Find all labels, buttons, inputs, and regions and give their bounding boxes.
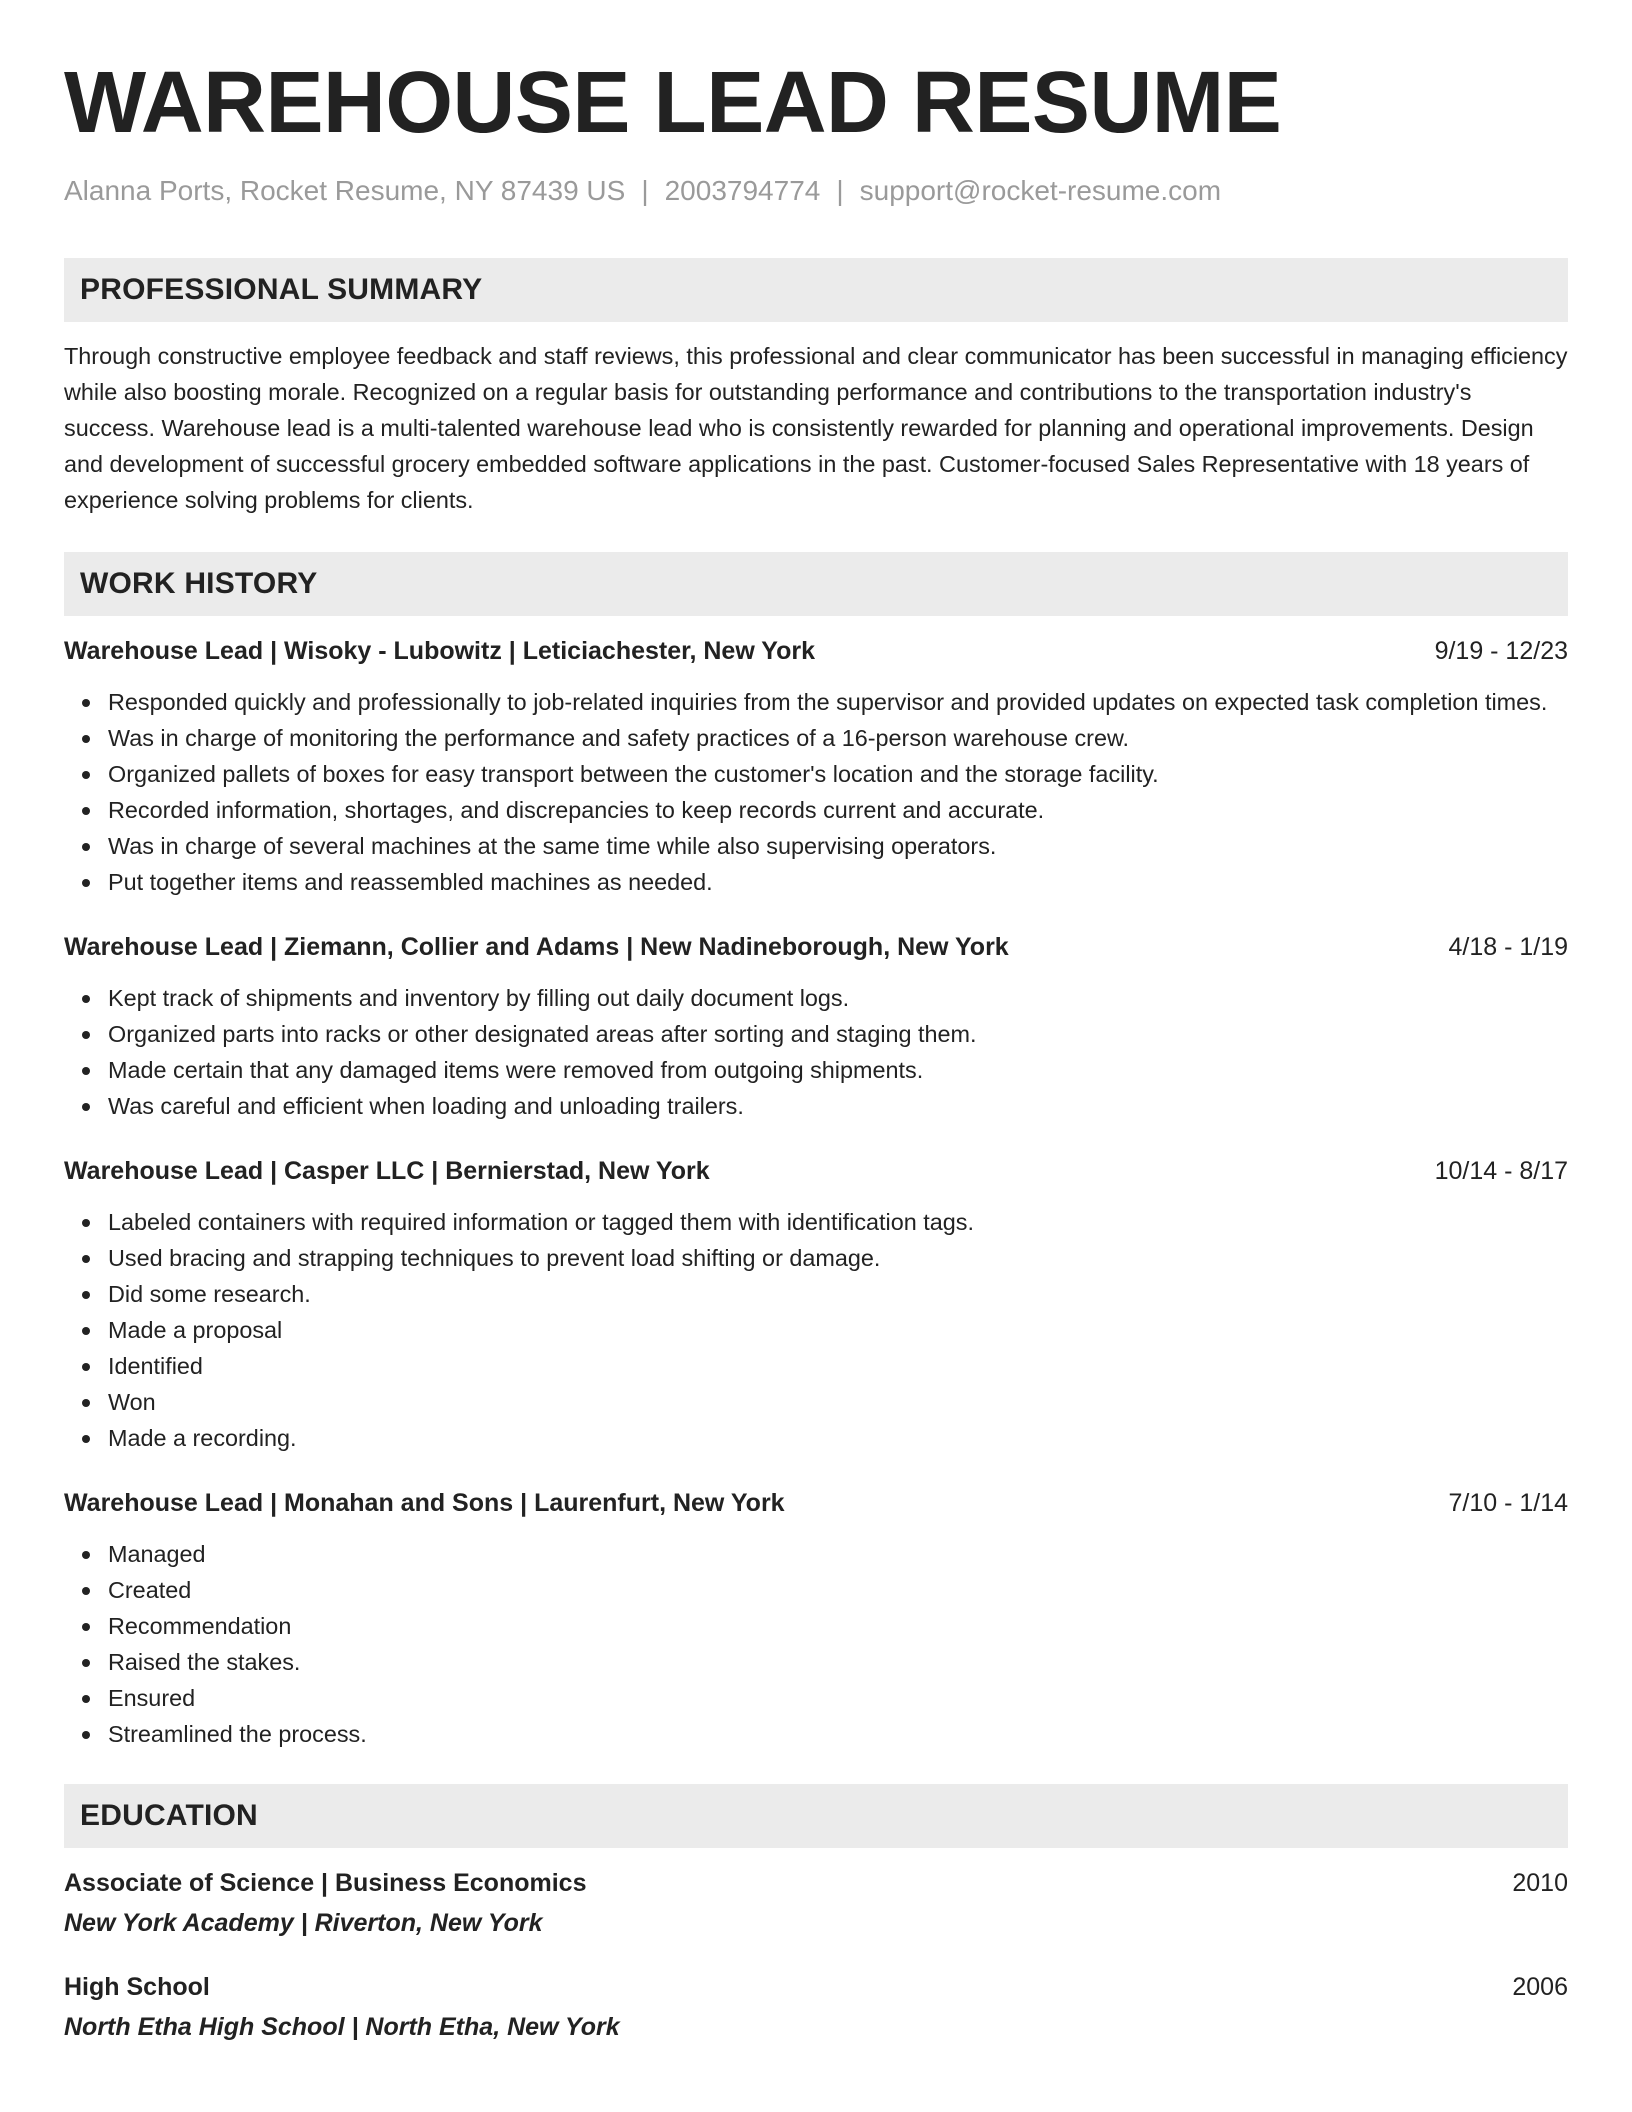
job-bullet: Raised the stakes. (108, 1644, 1568, 1680)
job-bullet: Organized pallets of boxes for easy transport between the customer's location and the storage facility. (108, 756, 1568, 792)
job-bullet: Streamlined the process. (108, 1716, 1568, 1752)
education-entry (64, 1970, 1568, 2044)
contact-separator: | (836, 175, 844, 206)
job-header (64, 1486, 1568, 1520)
job-bullet: Put together items and reassembled machines as needed. (108, 864, 1568, 900)
job-bullet: Organized parts into racks or other designated areas after sorting and staging them. (108, 1016, 1568, 1052)
job-bullet: Made a recording. (108, 1420, 1568, 1456)
education-header (64, 1970, 1568, 2004)
job-bullet: Kept track of shipments and inventory by filling out daily document logs. (108, 980, 1568, 1016)
job-entry (64, 930, 1568, 1124)
job-header (64, 1154, 1568, 1188)
job-entry (64, 634, 1568, 900)
job-title: Warehouse Lead | Monahan and Sons | Laurenfurt, New York (64, 1489, 785, 1517)
job-bullet: Created (108, 1572, 1568, 1608)
job-bullet: Was in charge of monitoring the performance and safety practices of a 16-person warehouse crew. (108, 720, 1568, 756)
job-bullet: Won (108, 1384, 1568, 1420)
job-bullet: Did some research. (108, 1276, 1568, 1312)
job-bullet: Was in charge of several machines at the same time while also supervising operators. (108, 828, 1568, 864)
job-title: Warehouse Lead | Casper LLC | Bernierstad, New York (64, 1157, 710, 1185)
education-year: 2010 (1512, 1869, 1568, 1897)
summary-text: Through constructive employee feedback and staff reviews, this professional and clear communicator has been successful in managing efficiency while also boosting morale. Recognized on a regular basis for outstanding performance and contributions to the transportation industry's success. Warehouse lead is a multi-talented warehouse lead who is consistently rewarded for planning and operational improvements. Design and development of successful grocery embedded software applications in the past. Customer-focused Sales Representative with 18 years of experience solving problems for clients. (64, 343, 1568, 513)
job-title: Warehouse Lead | Wisoky - Lubowitz | Leticiachester, New York (64, 637, 815, 665)
resume-title: WAREHOUSE LEAD RESUME (64, 54, 1282, 151)
job-dates: 10/14 - 8/17 (1434, 1157, 1568, 1185)
education-degree: Associate of Science | Business Economics (64, 1869, 587, 1897)
job-bullet: Managed (108, 1536, 1568, 1572)
job-bullet: Used bracing and strapping techniques to prevent load shifting or damage. (108, 1240, 1568, 1276)
job-entry (64, 1486, 1568, 1752)
education-degree: High School (64, 1973, 210, 2001)
education-year: 2006 (1512, 1973, 1568, 2001)
job-bullet: Identified (108, 1348, 1568, 1384)
education-header (64, 1866, 1568, 1900)
job-bullet: Made certain that any damaged items were removed from outgoing shipments. (108, 1052, 1568, 1088)
job-bullets (64, 1536, 1568, 1752)
job-bullet: Was careful and efficient when loading and unloading trailers. (108, 1088, 1568, 1124)
contact-address: Alanna Ports, Rocket Resume, NY 87439 US (64, 175, 626, 206)
job-bullet: Labeled containers with required information or tagged them with identification tags. (108, 1204, 1568, 1240)
job-bullet: Recommendation (108, 1608, 1568, 1644)
job-bullet: Made a proposal (108, 1312, 1568, 1348)
job-title: Warehouse Lead | Ziemann, Collier and Adams | New Nadineborough, New York (64, 933, 1009, 961)
contact-separator: | (641, 175, 649, 206)
education-entry (64, 1866, 1568, 1940)
job-bullet: Responded quickly and professionally to job-related inquiries from the supervisor and provided updates on expected task completion times. (108, 684, 1568, 720)
job-bullet: Ensured (108, 1680, 1568, 1716)
contact-line (64, 174, 1568, 208)
contact-email: support@rocket-resume.com (859, 175, 1222, 206)
job-bullet: Recorded information, shortages, and discrepancies to keep records current and accurate. (108, 792, 1568, 828)
job-dates: 4/18 - 1/19 (1448, 933, 1568, 961)
job-header (64, 930, 1568, 964)
contact-phone: 2003794774 (664, 175, 821, 206)
education-school: North Etha High School | North Etha, New York (64, 2013, 620, 2041)
job-bullets (64, 1204, 1568, 1456)
job-bullets (64, 980, 1568, 1124)
education-school: New York Academy | Riverton, New York (64, 1909, 543, 1937)
section-heading-education: EDUCATION (64, 1784, 1568, 1848)
job-bullets (64, 684, 1568, 900)
job-dates: 9/19 - 12/23 (1434, 637, 1568, 665)
job-dates: 7/10 - 1/14 (1448, 1489, 1568, 1517)
job-header (64, 634, 1568, 668)
section-heading-work-history: WORK HISTORY (64, 552, 1568, 616)
job-entry (64, 1154, 1568, 1456)
resume-page (64, 0, 1568, 2044)
section-heading-summary: PROFESSIONAL SUMMARY (64, 258, 1568, 322)
